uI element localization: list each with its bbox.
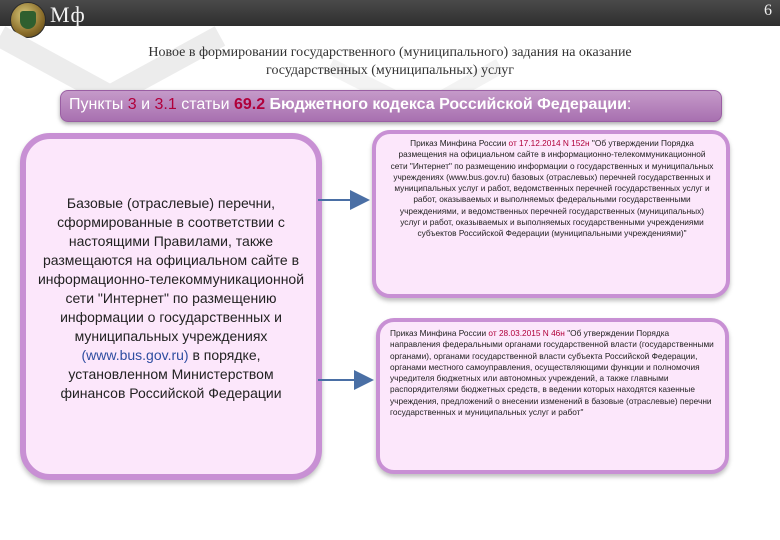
slide-number: 6 — [764, 2, 772, 19]
banner-text-part: статьи — [176, 96, 234, 113]
base-lists-text-end: в порядке, установленном Министерством финансов Российской Федерации — [60, 347, 282, 401]
order-date: от 28.03.2015 N 46н — [488, 328, 565, 338]
base-lists-text-main: Базовые (отраслевые) перечни, сформированные в соответствии с настоящими Правилами, также размещаются на официальном сайте в информационно-телекоммуникационной сети "Интернет" по размещению информации о государственных и муниципальных учреждениях — [37, 195, 305, 344]
order-date: от 17.12.2014 N 152н — [508, 138, 590, 148]
banner-text-part: : — [626, 96, 632, 113]
bus-gov-link[interactable]: (www.bus.gov.ru) — [81, 347, 189, 363]
banner-highlight-point-3-1: 3.1 — [154, 96, 177, 113]
banner-highlight-article: 69.2 — [233, 96, 266, 113]
order-prefix: Приказ Минфина России — [410, 138, 509, 148]
order-46n-box — [376, 318, 729, 474]
banner-text-part: Пункты — [69, 96, 128, 113]
banner-text-part: и — [136, 96, 155, 113]
slide-title-line1: Новое в формировании государственного (муниципального) задания на оказание — [148, 45, 632, 60]
order-body: "Об утверждении Порядка размещения на официальном сайте в информационно-телекоммуникационной сети "Интернет" по размещению информации о государственных и муниципальных учреждениях (www.bus.gov.ru) базовых (отраслевых) перечней государственных и муниципальных услуг и работ, ведомственных перечней государственных услуг и работ, оказываемых и выполняемых федеральными государственными учреждениями, и ведомственных перечней государственных (муниципальных) услуг и работ, оказываемых и выполняемых государственными учреждениями субъектов Российской Федерации (муниципальными учреждениями)" — [390, 138, 714, 239]
order-152n-text — [390, 138, 714, 240]
order-46n-text — [390, 328, 716, 418]
banner-code-name: Бюджетного кодекса Российской Федерации — [265, 96, 627, 113]
banner-highlight-point-3: 3 — [127, 96, 137, 113]
order-body: "Об утверждении Порядка направления федеральными органами государственной власти (государственными органами), органами государственной власти субъекта Российской Федерации, органами местного самоуправления, осуществляющими функции и полномочия учредителя бюджетных или автономных учреждений, а также главными распорядителями бюджетных средств, в ведении которых находятся казенные учреждения, предложений о внесении изменений в базовые (отраслевые) перечни государственных и муниципальных услуг и работ" — [390, 328, 714, 418]
order-prefix: Приказ Минфина России — [390, 328, 489, 338]
order-152n-box — [372, 130, 730, 298]
logo-text: Мф — [50, 2, 86, 27]
slide-title-line2: государственных (муниципальных) услуг — [266, 63, 514, 78]
